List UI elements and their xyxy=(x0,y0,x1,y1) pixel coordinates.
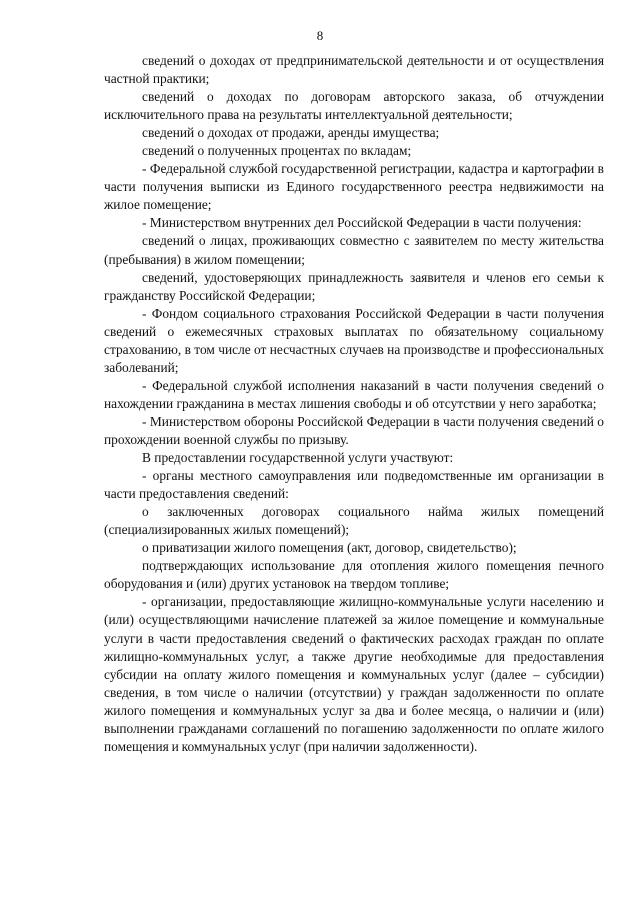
paragraph: о заключенных договорах социального найма жилых помещений (специализированных жилых помещений); xyxy=(104,504,604,538)
paragraph: - организации, предоставляющие жилищно-коммунальные услуги населению и (или) осуществляющими начисление платежей за жилое помещение и коммунальные услуги в части предоставления сведений о фактических расходах граждан по оплате жилищно-коммунальных услуг, а также другие необходимые для предоставления субсидии на оплату жилого помещения и коммунальных услуг (далее – субсидии) сведения, в том числе о наличии (отсутствии) у граждан задолженности по оплате жилого помещения и коммунальных услуг за два и более месяца, о наличии и (или) выполнении гражданами соглашений по погашению задолженности по оплате жилого помещения и коммунальных услуг (при наличии задолженности). xyxy=(104,594,604,754)
paragraph: - Министерством обороны Российской Федерации в части получения сведений о прохождении военной службы по призыву. xyxy=(104,413,604,447)
paragraph: сведений, удостоверяющих принадлежность заявителя и членов его семьи к гражданству Российской Федерации; xyxy=(104,269,604,303)
paragraph: о приватизации жилого помещения (акт, договор, свидетельство); xyxy=(142,540,517,556)
paragraph: - органы местного самоуправления или подведомственные им организации в части предоставления сведений: xyxy=(104,468,604,502)
paragraph: - Федеральной службой государственной регистрации, кадастра и картографии в части получения выписки из Единого государственного реестра недвижимости на жилое помещение; xyxy=(104,161,604,213)
paragraph: - Фондом социального страхования Российской Федерации в части получения сведений о ежемесячных страховых выплатах по обязательному социальному страхованию, в том числе от несчастных случаев на производстве и профессиональных заболеваний; xyxy=(104,305,604,375)
paragraph: сведений о доходах от предпринимательской деятельности и от осуществления частной практики; xyxy=(104,53,604,87)
paragraph: сведений о доходах от продажи, аренды имущества; xyxy=(142,125,440,141)
paragraph: - Министерством внутренних дел Российской Федерации в части получения: xyxy=(142,215,582,231)
paragraph: сведений о полученных процентах по вкладам; xyxy=(142,143,412,159)
paragraph: В предоставлении государственной услуги участвуют: xyxy=(142,450,454,466)
document-body xyxy=(104,52,604,756)
page-number: 8 xyxy=(316,28,324,43)
paragraph: сведений о доходах по договорам авторского заказа, об отчуждении исключительного права на результаты интеллектуальной деятельности; xyxy=(104,89,604,123)
paragraph: подтверждающих использование для отопления жилого помещения печного оборудования и (или) других установок на твердом топливе; xyxy=(104,558,604,592)
paragraph: сведений о лицах, проживающих совместно с заявителем по месту жительства (пребывания) в жилом помещении; xyxy=(104,233,604,267)
paragraph: - Федеральной службой исполнения наказаний в части получения сведений о нахождении гражданина в местах лишения свободы и об отсутствии у него заработка; xyxy=(104,377,604,411)
